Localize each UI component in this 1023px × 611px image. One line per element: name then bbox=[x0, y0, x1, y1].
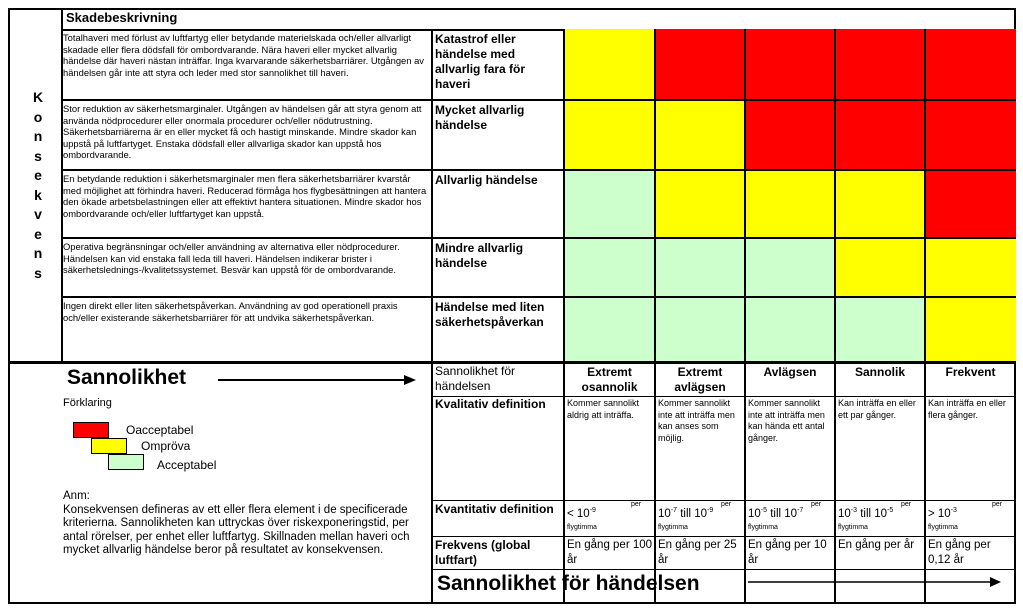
divider bbox=[744, 29, 746, 604]
frequency-value: En gång per år bbox=[838, 539, 915, 551]
frequency-label: Frekvens (global luftfart) bbox=[435, 538, 531, 567]
probability-title: Sannolikhet bbox=[67, 366, 187, 389]
legend-label: Acceptabel bbox=[157, 458, 217, 472]
row-description: Ingen direkt eller liten säkerhetspåverkan. Användning av god operationell praxis och/eller existerande säkerhetsbarriärer för att undvika säkerhetspåverkan. bbox=[63, 300, 398, 323]
row-description: Stor reduktion av säkerhetsmarginaler. Utgången av händelsen går att styra genom att använda nödprocedurer eller onormala procedurer och/eller nödutrustning. Säkerhetsbarriärerna är en eller mycket få och hastigt minskande. Mindre skador kan uppstå på luftfartyget. Enstaka dödsfall eller allvarliga skador kan uppstå hos ombordvarande. bbox=[63, 103, 422, 161]
prob-header-label: Sannolikhet för händelsen bbox=[435, 364, 516, 393]
risk-cell-yellow bbox=[745, 170, 835, 238]
risk-cell-green bbox=[564, 170, 655, 238]
quant-exponent: -5 bbox=[760, 507, 768, 514]
risk-cell-yellow bbox=[925, 238, 1016, 297]
risk-cell-green bbox=[655, 297, 745, 361]
quant-unit: flygtimma bbox=[838, 523, 868, 531]
header-title: Skadebeskrivning bbox=[66, 10, 178, 25]
risk-cell-yellow bbox=[655, 170, 745, 238]
konsekvens-letter: s bbox=[34, 264, 42, 281]
qualitative-label: Kvalitativ definition bbox=[435, 397, 546, 411]
arrow-right-icon bbox=[748, 576, 1002, 588]
konsekvens-letter: s bbox=[34, 147, 42, 164]
probability-column-header: Frekvent bbox=[945, 365, 996, 379]
konsekvens-letter: n bbox=[33, 128, 43, 144]
explanation-label: Förklaring bbox=[63, 397, 112, 409]
quant-per: per bbox=[992, 501, 1003, 508]
qualitative-definition: Kommer sannolikt inte att inträffa men kan hända ett antal gånger. bbox=[748, 398, 825, 443]
legend-label: Ompröva bbox=[141, 439, 191, 453]
risk-cell-red bbox=[925, 170, 1016, 238]
row-description: Operativa begränsningar och/eller användning av alternativa eller nödprocedurer. Händelsen kan vid enstaka fall leda till haveri. Händelsen indikerar brister i säkerhetslednings-/kvalitetssystemet. Besvär kan uppstå för de ombordvarande. bbox=[63, 241, 400, 276]
quantitative-definition bbox=[838, 504, 923, 534]
risk-cell-red bbox=[925, 29, 1016, 100]
risk-cell-green bbox=[655, 238, 745, 297]
risk-cell-green bbox=[564, 297, 655, 361]
legend-swatch-red bbox=[73, 422, 109, 438]
divider bbox=[834, 29, 836, 604]
divider bbox=[654, 29, 656, 604]
quant-per: per bbox=[901, 501, 912, 508]
quant-exponent: -3 bbox=[950, 507, 957, 514]
probability-column-header: Extremt osannolik bbox=[581, 365, 638, 394]
risk-cell-red bbox=[745, 29, 835, 100]
risk-cell-green bbox=[564, 238, 655, 297]
quant-prefix: 10 bbox=[658, 507, 671, 520]
quant-unit: flygtimma bbox=[928, 523, 958, 531]
quant-exponent: -7 bbox=[670, 507, 678, 514]
quant-prefix: < 10 bbox=[567, 507, 590, 520]
risk-cell-yellow bbox=[835, 238, 925, 297]
risk-cell-yellow bbox=[564, 29, 655, 100]
konsekvens-letter: n bbox=[33, 245, 43, 261]
quant-mid: till 10 bbox=[767, 507, 798, 520]
risk-cell-red bbox=[925, 100, 1016, 170]
divider bbox=[431, 536, 1016, 537]
quant-per: per bbox=[811, 501, 822, 508]
quant-exponent: -9 bbox=[589, 507, 596, 514]
divider bbox=[61, 296, 1016, 298]
qualitative-definition: Kan inträffa en eller flera gånger. bbox=[928, 398, 1006, 420]
quant-per: per bbox=[631, 501, 642, 508]
quantitative-definition bbox=[748, 504, 833, 534]
quant-exponent: -7 bbox=[797, 507, 804, 514]
quant-unit: flygtimma bbox=[567, 523, 597, 531]
note bbox=[63, 490, 423, 558]
frequency-value: En gång per 0,12 år bbox=[928, 539, 991, 566]
konsekvens-letter: v bbox=[34, 206, 42, 222]
risk-cell-yellow bbox=[925, 297, 1016, 361]
legend-swatch-yellow bbox=[91, 438, 127, 454]
konsekvens-letter: k bbox=[34, 186, 42, 203]
divider bbox=[431, 396, 1016, 397]
risk-cell-yellow bbox=[655, 100, 745, 170]
risk-cell-red bbox=[835, 29, 925, 100]
quant-unit: flygtimma bbox=[748, 523, 778, 531]
quant-prefix: > 10 bbox=[928, 507, 951, 520]
quant-per: per bbox=[721, 501, 732, 508]
row-category: Allvarlig händelse bbox=[435, 173, 538, 187]
quant-prefix: 10 bbox=[748, 507, 761, 520]
probability-column-header: Extremt avlägsen bbox=[674, 365, 726, 394]
konsekvens-letter: e bbox=[34, 167, 42, 183]
footer-title: Sannolikhet för händelsen bbox=[437, 572, 700, 595]
quant-exponent: -3 bbox=[850, 507, 858, 514]
row-category: Katastrof eller händelse med allvarlig fara för haveri bbox=[435, 32, 526, 91]
risk-cell-red bbox=[655, 29, 745, 100]
quant-mid: till 10 bbox=[677, 507, 708, 520]
konsekvens-letter: K bbox=[32, 89, 44, 105]
frequency-value: En gång per 100 år bbox=[567, 539, 653, 566]
konsekvens-letter: e bbox=[34, 225, 42, 242]
divider bbox=[61, 237, 1016, 239]
row-category: Mycket allvarlig händelse bbox=[435, 103, 525, 132]
divider bbox=[431, 29, 433, 604]
row-description: En betydande reduktion i säkerhetsmarginaler men flera säkerhetsbarriärer kvarstår med möjlighet att förhindra haveri. Reducerad förmåga hos flygbesättningen att hantera den ökade arbetsbelastningen eller att effektivt hantera situationen. Mindre skador hos ombordvarande och/eller luftfartyget kan uppstå. bbox=[63, 173, 427, 219]
quant-prefix: 10 bbox=[838, 507, 851, 520]
konsekvens-letter: o bbox=[33, 108, 43, 125]
probability-column-header: Avlägsen bbox=[763, 365, 817, 379]
divider bbox=[924, 29, 926, 604]
note-text: Konsekvensen defineras av ett eller flera element i de specificerade kriterierna. Sannolikheten kan uttryckas över riskexponeringstid, per antal rörelser, per enhet eller luftfartyg. Skillnaden mellan haveri och mycket allvarlig händelse beror på resultatet av konsekvensen. bbox=[63, 503, 410, 557]
risk-cell-green bbox=[835, 297, 925, 361]
divider bbox=[563, 29, 565, 604]
quant-exponent: -9 bbox=[707, 507, 714, 514]
row-description: Totalhaveri med förlust av luftfartyg eller betydande materielskada och/eller allvarligt skadade eller flera dödsfall för ombordvarande. Nära haveri eller mycket allvarlig händelse där haveri nästan inträffar. Inga kvarvarande säkerhetsbarriärer. Utgången av händelsen går inte att styra och leder med stor sannolikhet till haveri. bbox=[63, 32, 424, 78]
quantitative-definition bbox=[928, 504, 1014, 534]
divider bbox=[61, 99, 1016, 101]
qualitative-definition: Kommer sannolikt aldrig att inträffa. bbox=[567, 398, 640, 420]
qualitative-definition: Kan inträffa en eller ett par gånger. bbox=[838, 398, 916, 420]
row-category: Mindre allvarlig händelse bbox=[435, 241, 524, 270]
legend-label: Oacceptabel bbox=[126, 423, 194, 437]
risk-cell-red bbox=[745, 100, 835, 170]
quantitative-definition bbox=[658, 504, 743, 534]
qualitative-definition: Kommer sannolikt inte att inträffa men kan anses som möjlig. bbox=[658, 398, 735, 443]
risk-cell-green bbox=[745, 238, 835, 297]
divider bbox=[431, 569, 1016, 570]
quant-unit: flygtimma bbox=[658, 523, 688, 531]
frequency-value: En gång per 25 år bbox=[658, 539, 737, 566]
quant-mid: till 10 bbox=[857, 507, 888, 520]
risk-cell-yellow bbox=[564, 100, 655, 170]
legend-swatch-green bbox=[108, 454, 144, 470]
arrow-right-icon bbox=[218, 374, 418, 386]
divider bbox=[61, 169, 1016, 171]
quantitative-definition bbox=[567, 504, 653, 534]
quant-exponent: -5 bbox=[887, 507, 894, 514]
probability-column-header: Sannolik bbox=[854, 365, 905, 379]
risk-cell-yellow bbox=[835, 170, 925, 238]
risk-cell-green bbox=[745, 297, 835, 361]
quantitative-label: Kvantitativ definition bbox=[435, 502, 554, 516]
frequency-value: En gång per 10 år bbox=[748, 539, 827, 566]
konsekvens-label bbox=[28, 88, 48, 283]
risk-cell-red bbox=[835, 100, 925, 170]
note-title: Anm: bbox=[63, 490, 90, 502]
row-category: Händelse med liten säkerhetspåverkan bbox=[435, 300, 545, 329]
